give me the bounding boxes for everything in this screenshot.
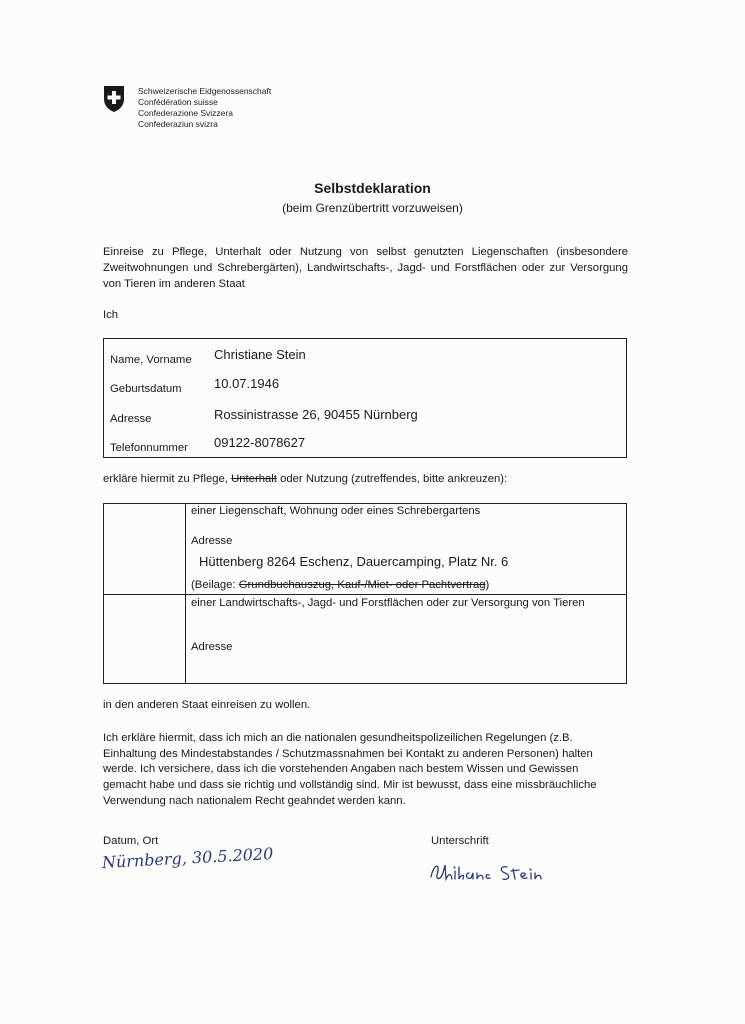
option-property-address-label: Adresse: [191, 535, 233, 547]
option-divider: [104, 594, 626, 595]
option-land-address-label: Adresse: [191, 641, 233, 653]
birthdate-label: Geburtsdatum: [110, 383, 182, 395]
handwritten-signature[interactable]: [427, 855, 547, 892]
federation-names: [138, 86, 271, 130]
enter-statement: in den anderen Staat einreisen zu wollen.: [103, 699, 311, 711]
option-property-attachment: [191, 578, 489, 593]
declaration-line: [103, 473, 507, 485]
attachment-prefix: (Beilage:: [191, 579, 236, 591]
document-title: Selbstdeklaration: [314, 180, 431, 196]
federation-line-rm: Confederaziun svizra: [138, 119, 218, 129]
ich-label: Ich: [103, 309, 119, 321]
address-value[interactable]: Rossinistrasse 26, 90455 Nürnberg: [214, 407, 418, 422]
purpose-choice-box: [103, 503, 627, 684]
phone-value[interactable]: 09122-8078627: [214, 435, 306, 450]
signature-label: Unterschrift: [431, 835, 489, 847]
attachment-struck: Grundbuchauszug, Kauf-/Miet- oder Pachtvertrag: [238, 579, 486, 591]
personal-details-box: [103, 338, 627, 458]
handwritten-date-place[interactable]: Nürnberg, 30.5.2020: [101, 844, 274, 872]
federation-line-it: Confederazione Svizzera: [138, 108, 233, 118]
affirmation-paragraph: Ich erkläre hiermit, dass ich mich an die nationalen gesundheitspolizeilichen Regelungen (z.B. Einhaltung des Mindestabstandes / Schutzmassnahmen bei Kontakt zu anderen Personen) halten werde. Ich versichere, dass ich die vorstehenden Angaben nach bestem Wissen und Gewissen gemacht habe und dass sie richtig und vollständig sind. Mir ist bewusst, dass eine missbräuchliche Verwendung nach nationalem Recht geahndet werden kann.: [103, 732, 597, 807]
name-value[interactable]: Christiane Stein: [214, 347, 306, 362]
name-label: Name, Vorname: [110, 354, 192, 366]
intro-text: Einreise zu Pflege, Unterhalt oder Nutzung von selbst genutzten Liegenschaften (insbesondere Zweitwohnungen und Schrebergärten), Landwirtschafts-, Jagd- und Forstflächen oder zur Versorgung von Tieren im anderen Staat: [103, 246, 628, 290]
option-property-title: einer Liegenschaft, Wohnung oder eines Schrebergartens: [191, 505, 481, 517]
federation-line-de: Schweizerische Eidgenossenschaft: [138, 86, 272, 96]
address-label: Adresse: [110, 413, 152, 425]
signature-stroke-icon: [427, 855, 547, 887]
option-property-address-value[interactable]: Hüttenberg 8264 Eschenz, Dauercamping, Platz Nr. 6: [199, 554, 509, 569]
swiss-coat-of-arms-icon: [102, 84, 126, 119]
declaration-prefix: erkläre hiermit zu Pflege,: [103, 473, 228, 485]
birthdate-value[interactable]: 10.07.1946: [214, 376, 280, 391]
attachment-suffix: ): [485, 579, 490, 591]
declaration-struck-option: Unterhalt: [231, 473, 277, 485]
federation-line-fr: Confédération suisse: [138, 97, 218, 107]
declaration-suffix: oder Nutzung (zutreffendes, bitte ankreuzen):: [280, 473, 508, 485]
option-land-title: einer Landwirtschafts-, Jagd- und Forstflächen oder zur Versorgung von Tieren: [191, 597, 585, 609]
document-subtitle: (beim Grenzübertritt vorzuweisen): [282, 201, 463, 215]
phone-label: Telefonnummer: [110, 442, 188, 454]
date-place-label: Datum, Ort: [103, 835, 159, 847]
